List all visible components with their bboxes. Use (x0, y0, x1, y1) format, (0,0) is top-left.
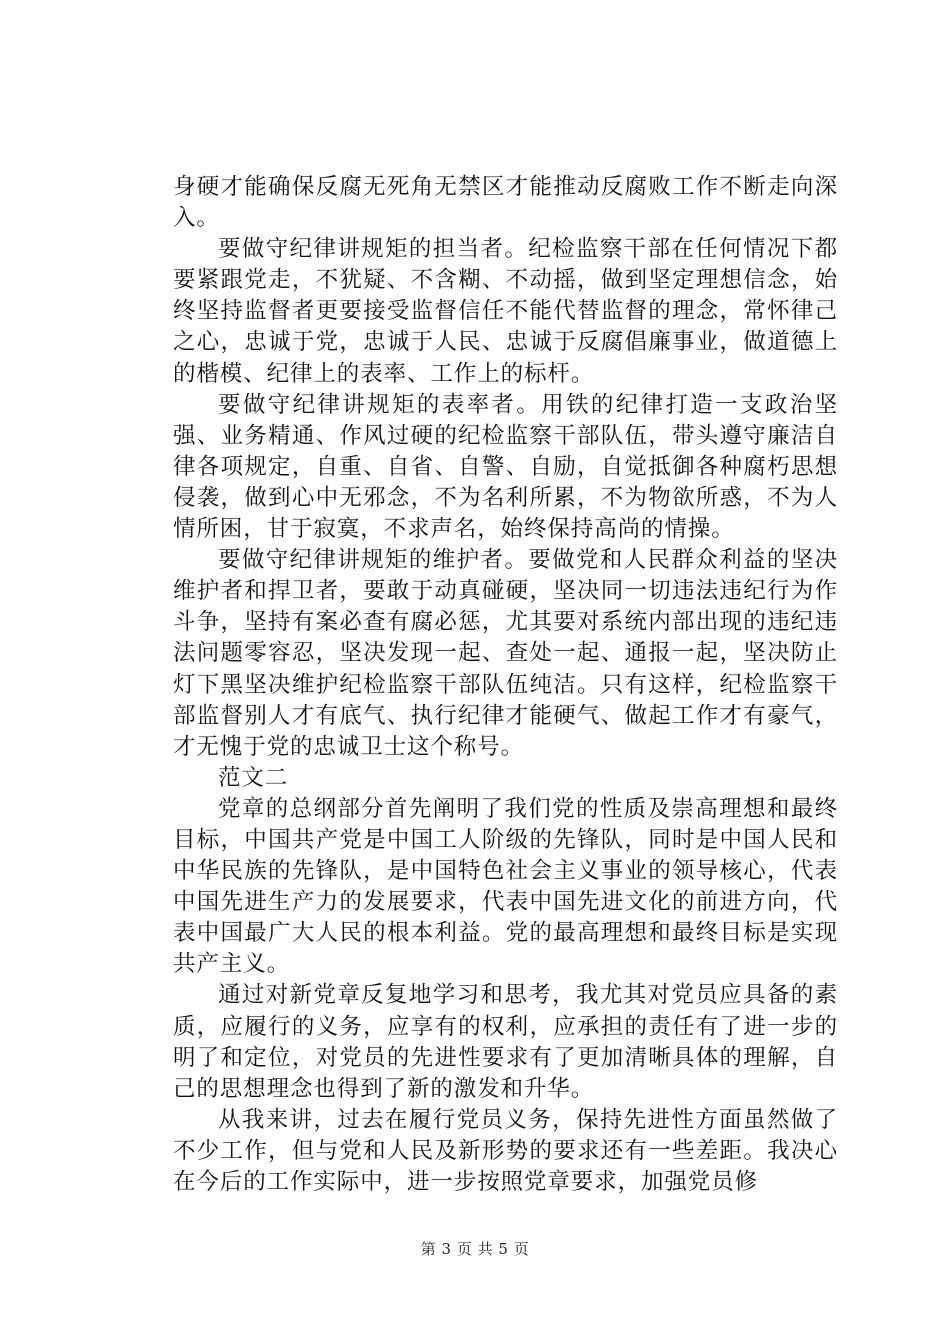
paragraph-5: 党章的总纲部分首先阐明了我们党的性质及崇高理想和最终目标，中国共产党是中国工人阶级的先锋队，同时是中国人民和中华民族的先锋队，是中国特色社会主义事业的领导核心，代表中国先进生产力的发展要求，代表中国先进文化的前进方向，代表中国最广大人民的根本利益。党的最高理想和最终目标是实现共产主义。 (173, 795, 838, 978)
section-heading-fanwen-er: 范文二 (218, 764, 289, 791)
paragraph-1: 身硬才能确保反腐无死角无禁区才能推动反腐败工作不断走向深入。 (173, 174, 838, 232)
document-body (173, 172, 838, 1198)
page-number-footer: 第 3 页 共 5 页 (420, 1240, 530, 1258)
paragraph-3: 要做守纪律讲规矩的表率者。用铁的纪律打造一支政治坚强、业务精通、作风过硬的纪检监察干部队伍，带头遵守廉洁自律各项规定，自重、自省、自警、自励，自觉抵御各种腐朽思想侵袭，做到心中无邪念，不为名利所累，不为物欲所惑，不为人情所困，甘于寂寞，不求声名，始终保持高尚的情操。 (173, 391, 838, 543)
paragraph-2: 要做守纪律讲规矩的担当者。纪检监察干部在任何情况下都要紧跟党走，不犹疑、不含糊、不动摇，做到坚定理想信念，始终坚持监督者更要接受监督信任不能代替监督的理念，常怀律己之心，忠诚于党，忠诚于人民、忠诚于反腐倡廉事业，做道德上的楷模、纪律上的表率、工作上的标杆。 (173, 236, 838, 387)
paragraph-7: 从我来讲，过去在履行党员义务，保持先进性方面虽然做了不少工作，但与党和人民及新形势的要求还有一些差距。我决心在今后的工作实际中，进一步按照党章要求，加强党员修 (173, 1106, 838, 1195)
paragraph-6: 通过对新党章反复地学习和思考，我尤其对党员应具备的素质，应履行的义务，应享有的权利，应承担的责任有了进一步的明了和定位，对党员的先进性要求有了更加清晰具体的理解，自己的思想理念也得到了新的激发和升华。 (173, 982, 838, 1102)
paragraph-4: 要做守纪律讲规矩的维护者。要做党和人民群众利益的坚决维护者和捍卫者，要敢于动真碰硬，坚决同一切违法违纪行为作斗争，坚持有案必查有腐必惩，尤其要对系统内部出现的违纪违法问题零容忍，坚决发现一起、查处一起、通报一起，坚决防止灯下黑坚决维护纪检监察干部队伍纯洁。只有这样，纪检监察干部监督别人才有底气、执行纪律才能硬气、做起工作才有豪气，才无愧于党的忠诚卫士这个称号。 (173, 547, 838, 760)
